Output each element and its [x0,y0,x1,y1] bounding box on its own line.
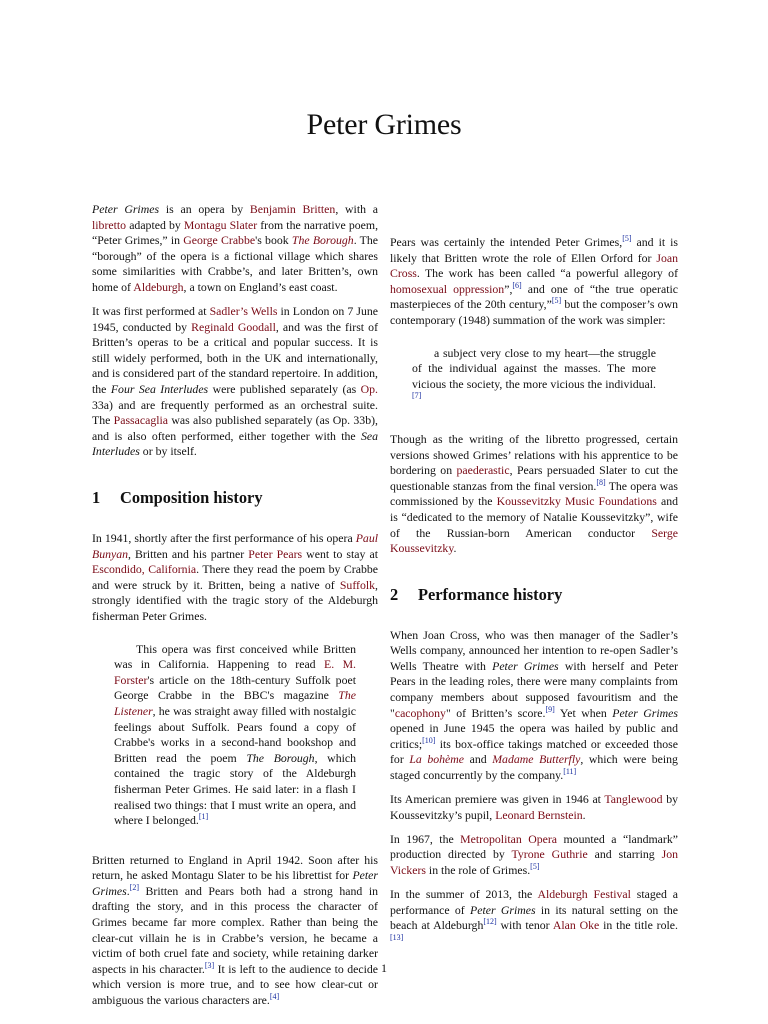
link-george-crabbe[interactable]: George Crabbe [183,233,256,248]
text: . There they read the poem by Crabbe and were struck by it. Britten, being a native of [92,562,378,592]
left-column [92,202,378,1017]
citation-ref[interactable] [390,933,403,942]
text: . The “borough” of the opera is a fictional village which shares some similarities with Crabbe’s, and later Britten’s, own home of [92,233,379,294]
text: Yet when [554,705,613,720]
text: and starring [587,847,662,862]
text: but the composer’s own contemporary (1948) summation of the work was simpler: [390,297,678,327]
link-passacaglia[interactable]: Passacaglia [113,413,169,428]
text: . [582,807,586,822]
citation-link[interactable]: [8] [596,477,606,487]
composition-paragraph-3 [390,235,678,329]
text: , and was the first of Britten’s operas to be a critical and popular success. It is still widely performed, both in the UK and internationally, and is considered part of the standard repertoire. In addition, the [92,319,378,397]
page-number: 1 [381,961,387,975]
link-escondido-california[interactable]: Escondido, California [92,562,197,577]
citation-link[interactable]: [5] [622,234,632,244]
link-suffolk[interactable]: Suffolk [339,577,376,592]
citation-link[interactable]: [2] [129,882,140,892]
link-homosexual-oppression[interactable]: homosexual oppression [390,281,505,296]
italic-text: Four Sea Interludes [110,382,209,397]
italic-text: Sea Interludes [92,428,378,459]
link-montagu-slater[interactable]: Montagu Slater [183,217,258,232]
link-benjamin-britten[interactable]: Benjamin Britten [249,202,336,216]
citation-ref[interactable] [546,705,555,714]
citation-ref[interactable] [422,736,435,745]
text: Though as the writing of the libretto progressed, certain versions showed Grimes’ relations with his apprentice to be bordering on [390,431,678,478]
italic-text: Peter Grimes [612,705,678,720]
italic-text: Peter Grimes [470,902,536,917]
text: 's article on the 18th-century Suffolk poet George Crabbe in the BBC's magazine [114,672,356,703]
link-text: La bohème [409,752,465,767]
text: with tenor [496,918,553,933]
blockquote-britten [412,346,656,408]
text: , which contained the tragic story of the Aldeburgh fisherman Peter Grimes. He said later: in a flash I realised two things: that I must write an opera, and where I belonged. [114,750,357,828]
text: from the narrative poem, “Peter Grimes,” in [92,217,379,248]
text: or by itself. [139,444,197,459]
text: its box-office takings matched or exceeded those for [390,736,678,767]
text: is an opera by [159,202,250,216]
citation-ref[interactable] [530,862,539,871]
text: " of Britten’s score. [445,705,546,720]
link-alan-oke[interactable]: Alan Oke [552,918,600,933]
text: , a town on England’s east coast. [183,279,338,294]
text: . [126,883,130,898]
link-koussevitzky-foundations[interactable]: Koussevitzky Music Foundations [496,494,657,509]
text: The opera was commissioned by the [390,478,678,509]
citation-ref[interactable] [130,883,139,892]
text: . The work has been called “a powerful allegory of [416,266,678,281]
citation-link[interactable]: [11] [563,767,577,777]
text: . [453,541,457,556]
text: with herself and Peter Pears in the leading roles, there were many complaints from company members about supposed favouritism and the " [390,658,679,720]
citation-link[interactable]: [7] [412,391,422,401]
text: 's book [255,233,292,248]
link-aldeburgh-festival[interactable]: Aldeburgh Festival [537,887,631,902]
citation-link[interactable]: [5] [530,862,540,872]
link-text: The Listener [114,688,356,718]
citation-link[interactable]: [3] [204,960,215,970]
link-cacophony[interactable]: cacophony [394,705,446,720]
blockquote-forster [114,642,356,829]
section-heading-performance-history [390,585,678,605]
citation-ref[interactable] [412,391,421,400]
intro-paragraph-2 [92,304,378,460]
link-metropolitan-opera[interactable]: Metropolitan Opera [460,831,558,846]
link-aldeburgh[interactable]: Aldeburgh [133,279,184,294]
text: Britten returned to England in April 1942. Soon after his return, he asked Montagu Slater to be his librettist for [92,852,378,883]
section-heading-composition-history [92,488,378,508]
link-la-boheme[interactable] [409,752,464,766]
link-op[interactable]: Op. [360,382,378,397]
citation-ref[interactable] [563,767,576,776]
italic-text: The Borough [246,750,315,765]
text: , Pears persuaded Slater to cut the questionable stanzas from the final version. [390,463,678,493]
text: were published separately (as [208,382,361,397]
section-number: 1 [92,488,101,507]
citation-ref[interactable] [512,281,521,290]
text: staged a performance of [390,887,678,917]
citation-link[interactable]: [13] [390,932,404,942]
text: adapted by [126,217,184,232]
text: and is “dedicated to the memory of Natalie Koussevitzky”, wife of the Russian-born American conductor [390,494,678,540]
text: opened in June 1945 the opera was hailed by public and critics; [390,721,678,751]
text: Pears was certainly the intended Peter Grimes, [390,235,623,249]
link-tanglewood[interactable]: Tanglewood [604,792,663,807]
page-title: Peter Grimes [306,108,462,141]
link-text: Paul Bunyan [92,531,378,561]
link-tyrone-guthrie[interactable]: Tyrone Guthrie [511,847,588,862]
citation-link[interactable]: [6] [512,280,522,290]
citation-ref[interactable] [622,234,631,243]
section-title: Composition history [120,488,263,507]
text: , strongly identified with the tragic story of the Aldeburgh fisherman Peter Grimes. [92,577,378,623]
citation-ref[interactable] [552,296,561,305]
performance-paragraph-3 [390,832,678,879]
text: , with a [335,202,379,216]
text: 33a) and are frequently performed as an orchestral suite. The [92,397,378,428]
citation-ref[interactable] [270,992,279,1001]
column-continuation-spacer [390,202,678,235]
text: , which were being staged concurrently by the company. [390,752,678,783]
text: When Joan Cross, who was then manager of the Sadler’s Wells company, announced her intention to re-open Sadler’s Wells Theatre with [390,627,678,673]
link-reginald-goodall[interactable]: Reginald Goodall [191,319,276,334]
text: ”, [504,281,513,296]
right-column [390,202,678,958]
text: It is left to the audience to decide which version is more true, and to see how clear-cut or ambiguous the various characters are. [92,961,378,1008]
section-title: Performance history [418,584,563,604]
text: In 1967, the [390,831,461,846]
text: In 1941, shortly after the first performance of his opera [92,531,356,545]
citation-ref[interactable] [199,812,208,821]
link-leonard-bernstein[interactable]: Leonard Bernstein [495,807,583,822]
link-the-borough[interactable] [292,233,354,247]
composition-paragraph-2 [92,853,378,1009]
text: , Britten and his partner [128,546,249,561]
link-text: The Borough [291,233,354,248]
citation-link[interactable]: [1] [198,812,209,822]
text: in its natural setting on the beach at Aldeburgh [390,902,679,933]
performance-paragraph-1 [390,628,678,784]
italic-text: Peter Grimes [92,868,378,898]
opera-title: Peter Grimes [92,202,160,216]
text: In the summer of 2013, the [390,887,538,902]
citation-link[interactable]: [10] [422,735,436,745]
text: This opera was first conceived while Britten was in California. Happening to read [114,641,356,672]
citation-link[interactable]: [9] [545,704,555,714]
text: by Koussevitzky’s pupil, [390,792,678,822]
italic-text: Peter Grimes [492,658,559,673]
citation-ref[interactable] [483,917,496,926]
citation-link[interactable]: [4] [269,992,280,1002]
citation-ref[interactable] [596,478,605,487]
text: and one of “the true operatic masterpieces of the 20th century,” [390,281,678,312]
text: Its American premiere was given in 1946 at [390,792,605,807]
intro-paragraph-1 [92,202,378,296]
text: was also published separately (as Op. 33b), and is also often performed, either together with the [92,413,378,443]
composition-paragraph-1 [92,531,378,625]
text: a subject very close to my heart—the struggle of the individual against the masses. The more vicious the society, the more vicious the individual. [412,345,656,391]
text: in the role of Grimes. [425,863,531,877]
composition-paragraph-4 [390,432,678,557]
citation-link[interactable]: [5] [551,296,562,306]
link-jon-vickers[interactable]: Jon Vickers [390,847,678,877]
link-libretto[interactable]: libretto [92,217,127,232]
link-peter-pears[interactable]: Peter Pears [248,546,303,561]
link-joan-cross[interactable]: Joan Cross [390,250,678,281]
link-paederastic[interactable]: paederastic [456,463,510,478]
text: Britten and Pears both had a strong hand in drafting the story, and in this process the character of Grimes became far more complex. Rather than being the clear-cut villain he is in Crabbe’s version, he became a victim of both cruel fate and society, while retaining darker aspects in his character. [92,883,378,976]
text: and it is likely that Britten wrote the role of Ellen Orford for [390,235,679,265]
link-madame-butterfly[interactable] [492,752,580,766]
link-sadlers-wells[interactable]: Sadler’s Wells [209,304,278,319]
text: in London on 7 June 1945, conducted by [92,304,378,334]
link-text: Madame Butterfly [492,752,581,767]
performance-paragraph-2 [390,792,678,823]
text: It was first performed at [92,304,210,319]
text: and [464,752,493,767]
citation-link[interactable]: [12] [483,917,497,927]
link-serge-koussevitzky[interactable]: Serge Koussevitzky [390,525,678,556]
text: mounted a “landmark” production directed by [390,831,678,862]
section-number: 2 [390,584,399,604]
text: , he was straight away filled with nostalgic feelings about Suffolk. Pears found a copy of Crabbe's works in a second-hand bookshop and Britten read the poem [114,703,356,765]
text: went to stay at [302,546,378,561]
text: in the title role. [599,918,678,933]
link-em-forster[interactable]: E. M. Forster [114,657,357,687]
performance-paragraph-4 [390,887,678,949]
